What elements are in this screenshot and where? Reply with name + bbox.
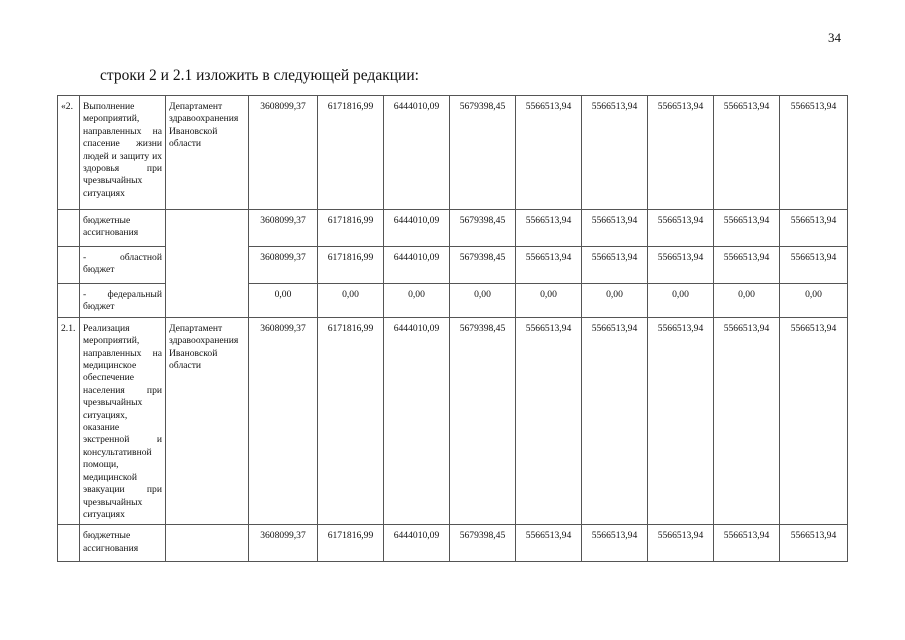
value-cell: 3608099,37: [249, 247, 318, 284]
value-cell: 6171816,99: [318, 247, 384, 284]
table-row: [58, 525, 848, 562]
value-cell: 5566513,94: [516, 525, 582, 562]
value-cell: 5566513,94: [582, 96, 648, 210]
value-cell: 5566513,94: [648, 210, 714, 247]
row-index: [58, 210, 80, 247]
row-name: бюджетные ассигнования: [80, 210, 166, 247]
value-cell: 5566513,94: [648, 317, 714, 525]
value-cell: 6444010,09: [384, 317, 450, 525]
value-cell: 6171816,99: [318, 525, 384, 562]
value-cell: 3608099,37: [249, 210, 318, 247]
value-cell: 5566513,94: [516, 210, 582, 247]
row-name: Реализация мероприятий, направленных на медицинское обеспечение населения при чрезвычайных ситуациях, оказание экстренной и консультативной помощи, медицинской эвакуации при чрезвычайных ситуациях: [80, 317, 166, 525]
value-cell: 5566513,94: [780, 525, 848, 562]
value-cell: 5566513,94: [516, 317, 582, 525]
value-cell: 5679398,45: [450, 317, 516, 525]
value-cell: 6171816,99: [318, 317, 384, 525]
value-cell: 5566513,94: [780, 247, 848, 284]
value-cell: 6444010,09: [384, 525, 450, 562]
value-cell: 5566513,94: [714, 247, 780, 284]
value-cell: 5566513,94: [714, 317, 780, 525]
row-index: [58, 247, 80, 284]
value-cell: 5566513,94: [648, 247, 714, 284]
row-name: Выполнение мероприятий, направленных на спасение жизни людей и защиту их здоровья при чрезвычайных ситуациях: [80, 96, 166, 210]
value-cell: 0,00: [648, 284, 714, 318]
value-cell: 5566513,94: [714, 525, 780, 562]
value-cell: 0,00: [516, 284, 582, 318]
value-cell: 5679398,45: [450, 525, 516, 562]
row-index: [58, 525, 80, 562]
page-number: 34: [828, 30, 841, 45]
value-cell: 0,00: [582, 284, 648, 318]
row-index: 2.1.: [58, 317, 80, 525]
value-cell: 0,00: [780, 284, 848, 318]
value-cell: 5679398,45: [450, 96, 516, 210]
table-row: [58, 210, 848, 247]
value-cell: 5566513,94: [582, 247, 648, 284]
value-cell: 5566513,94: [648, 96, 714, 210]
value-cell: 5679398,45: [450, 210, 516, 247]
value-cell: 6444010,09: [384, 210, 450, 247]
value-cell: 0,00: [318, 284, 384, 318]
value-cell: 5566513,94: [582, 210, 648, 247]
table-row: [58, 317, 848, 525]
value-cell: 5566513,94: [582, 525, 648, 562]
budget-table: [57, 95, 848, 562]
table-row: [58, 96, 848, 210]
value-cell: 5566513,94: [780, 210, 848, 247]
value-cell: 5566513,94: [780, 317, 848, 525]
value-cell: 0,00: [714, 284, 780, 318]
row-index: «2.: [58, 96, 80, 210]
value-cell: 6444010,09: [384, 96, 450, 210]
value-cell: 6171816,99: [318, 210, 384, 247]
value-cell: 6171816,99: [318, 96, 384, 210]
value-cell: 5566513,94: [780, 96, 848, 210]
row-name: - федеральный бюджет: [80, 284, 166, 318]
row-organization: [166, 210, 249, 318]
value-cell: 0,00: [450, 284, 516, 318]
value-cell: 3608099,37: [249, 317, 318, 525]
row-index: [58, 284, 80, 318]
row-organization: [166, 525, 249, 562]
value-cell: 5566513,94: [582, 317, 648, 525]
row-name: бюджетные ассигнования: [80, 525, 166, 562]
row-organization: Департамент здравоохранения Ивановской области: [166, 96, 249, 210]
row-name: - областной бюджет: [80, 247, 166, 284]
row-organization: Департамент здравоохранения Ивановской области: [166, 317, 249, 525]
value-cell: 5566513,94: [714, 210, 780, 247]
value-cell: 5679398,45: [450, 247, 516, 284]
value-cell: 5566513,94: [648, 525, 714, 562]
value-cell: 5566513,94: [516, 96, 582, 210]
value-cell: 3608099,37: [249, 525, 318, 562]
value-cell: 0,00: [249, 284, 318, 318]
intro-text: строки 2 и 2.1 изложить в следующей редакции:: [100, 67, 419, 84]
value-cell: 5566513,94: [516, 247, 582, 284]
value-cell: 0,00: [384, 284, 450, 318]
value-cell: 3608099,37: [249, 96, 318, 210]
value-cell: 6444010,09: [384, 247, 450, 284]
budget-table-body: [58, 96, 848, 562]
value-cell: 5566513,94: [714, 96, 780, 210]
